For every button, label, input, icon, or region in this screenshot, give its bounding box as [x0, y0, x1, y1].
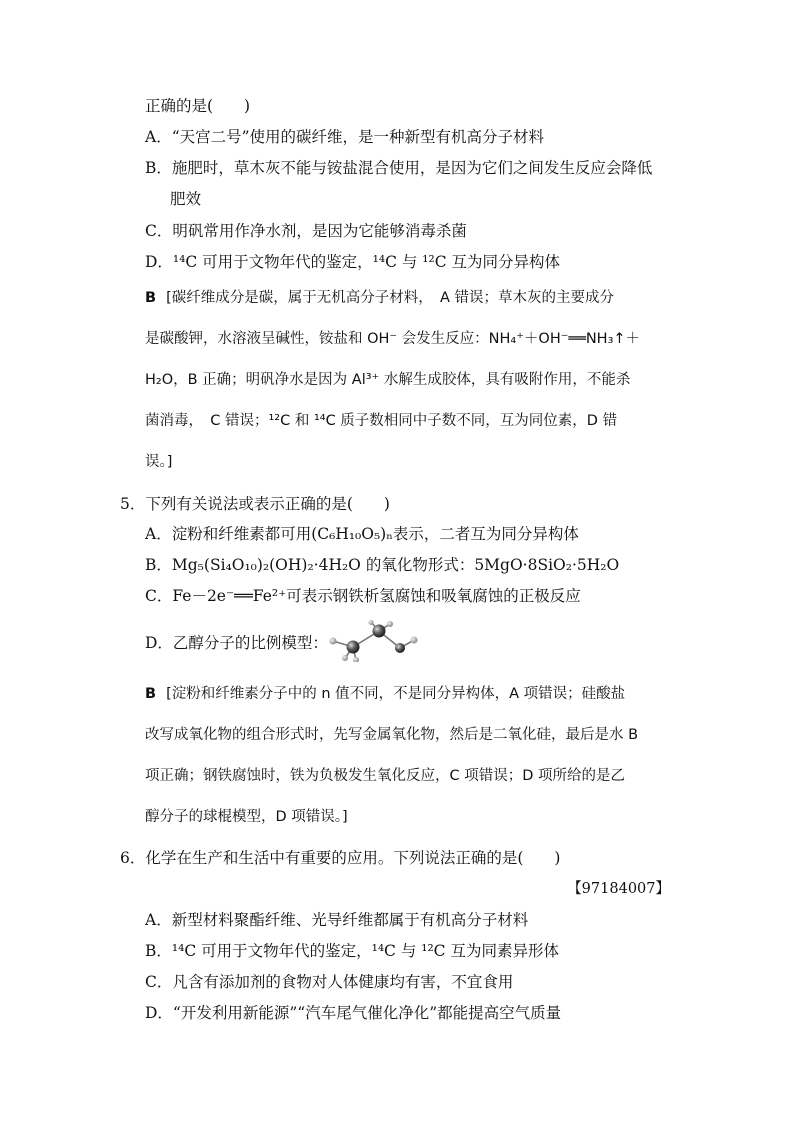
q6-option-a: A．新型材料聚酯纤维、光导纤维都属于有机高分子材料 [145, 911, 529, 929]
q5-answer-line-1 [145, 684, 625, 704]
q5-answer-line-2: 改写成氧化物的组合形式时，先写金属氧化物，然后是二氧化硅，最后是水 B [145, 727, 639, 743]
q4-answer-line-5: 误。] [145, 454, 173, 470]
q4-stem-tail: 正确的是( ) [145, 97, 251, 115]
q5-option-d: D．乙醇分子的比例模型： [145, 634, 328, 652]
q5-option-b: B．Mg₅(Si₄O₁₀)₂(OH)₂·4H₂O 的氧化物形式：5MgO·8SiO₂·5H₂O [145, 556, 620, 574]
q4-option-c: C．明矾常用作净水剂，是因为它能够消毒杀菌 [145, 222, 467, 240]
q4-option-a: A．“天宫二号”使用的碳纤维，是一种新型有机高分子材料 [145, 128, 545, 146]
q5-answer-line-3: 项正确；钢铁腐蚀时，铁为负极发生氧化反应，C 项错误；D 项所给的是乙 [145, 768, 626, 784]
q5-option-c: C．Fe－2e⁻══Fe²⁺可表示钢铁析氢腐蚀和吸氧腐蚀的正极反应 [145, 587, 581, 605]
q4-answer-line-3: H₂O，B 正确；明矾净水是因为 Al³⁺ 水解生成胶体，具有吸附作用，不能杀 [145, 372, 631, 388]
q5-answer-text-1: [淀粉和纤维素分子中的 n 值不同，不是同分异构体，A 项错误；硅酸盐 [166, 686, 626, 702]
q5-stem: 5．下列有关说法或表示正确的是( ) [120, 495, 390, 513]
ethanol-model-icon [326, 620, 422, 662]
q6-code: 【97184007】 [567, 881, 670, 897]
q4-answer-line-2: 是碳酸钾，水溶液呈碱性，铵盐和 OH⁻ 会发生反应：NH₄⁺＋OH⁻══NH₃↑＋ [145, 331, 641, 347]
q5-answer-letter: B [145, 686, 157, 702]
q5-option-a: A．淀粉和纤维素都可用(C₆H₁₀O₅)ₙ表示，二者互为同分异构体 [145, 525, 579, 543]
q6-option-c: C．凡含有添加剂的食物对人体健康均有害，不宜食用 [145, 973, 514, 991]
q5-answer-line-4: 醇分子的球棍模型，D 项错误。] [145, 809, 348, 825]
q4-option-b: B．施肥时，草木灰不能与铵盐混合使用，是因为它们之间发生反应会降低 [145, 159, 653, 177]
q4-option-d: D．¹⁴C 可用于文物年代的鉴定，¹⁴C 与 ¹²C 互为同分异构体 [145, 253, 560, 271]
q6-stem: 6．化学在生产和生活中有重要的应用。下列说法正确的是( ) [120, 849, 561, 867]
q4-option-b-cont: 肥效 [170, 190, 202, 208]
q6-option-b: B．¹⁴C 可用于文物年代的鉴定，¹⁴C 与 ¹²C 互为同素异形体 [145, 942, 559, 960]
q6-option-d: D．“开发利用新能源”“汽车尾气催化净化”都能提高空气质量 [145, 1004, 562, 1022]
q4-answer-letter: B [145, 290, 157, 306]
q4-answer-text-1: [碳纤维成分是碳，属于无机高分子材料， A 错误；草木灰的主要成分 [166, 290, 614, 306]
q4-answer-line-4: 菌消毒， C 错误；¹²C 和 ¹⁴C 质子数相同中子数不同，互为同位素，D 错 [145, 413, 618, 429]
q4-answer-line-1 [145, 288, 614, 308]
